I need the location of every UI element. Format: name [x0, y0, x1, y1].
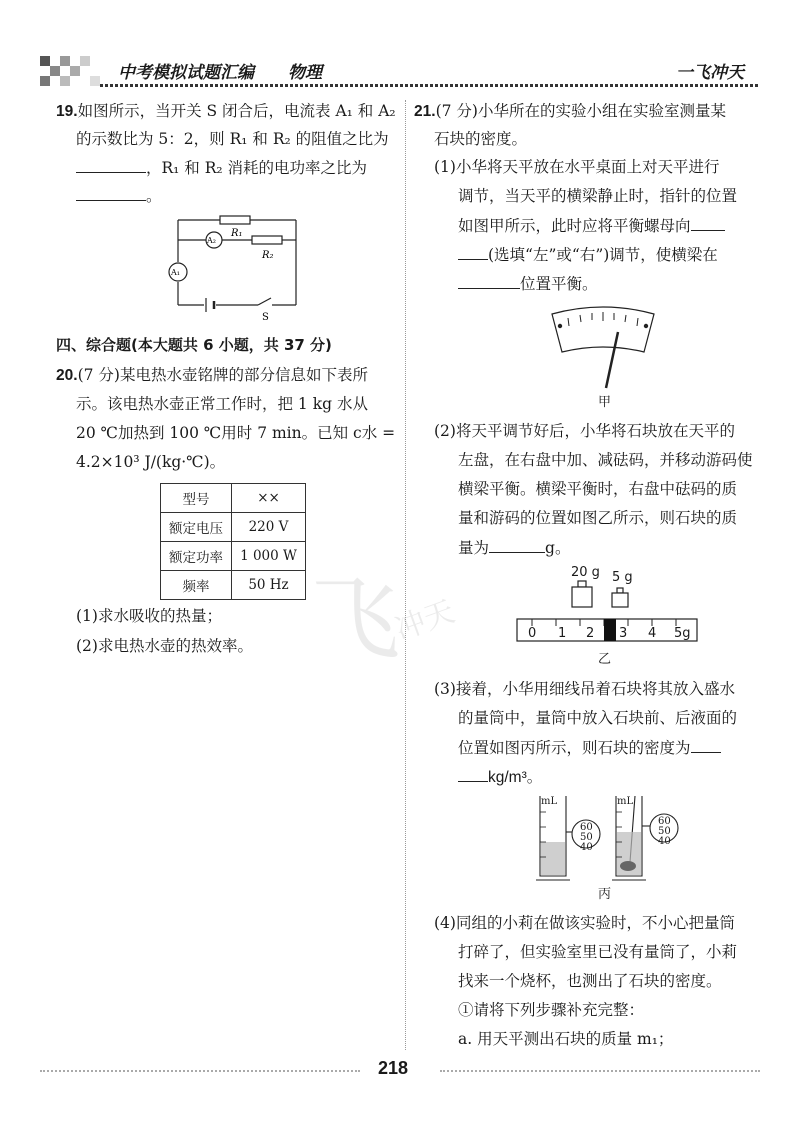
answer-blank[interactable] — [458, 765, 488, 782]
table-row: 频率 50 Hz — [161, 571, 306, 600]
q20-line1: 20.(7 分)某电热水壶铭牌的部分信息如下表所 — [56, 366, 368, 384]
table-row: 型号 ×× — [161, 484, 306, 513]
circuit-diagram — [168, 210, 308, 322]
header-rule — [100, 84, 760, 87]
scale-tick-0: 0 — [528, 626, 537, 641]
cyl1-mark-50: 50 — [580, 832, 593, 843]
q19-line3: ，R₁ 和 R₂ 消耗的电功率之比为 — [76, 156, 367, 179]
answer-blank[interactable] — [458, 272, 520, 289]
weights-figure — [568, 580, 638, 608]
q21-p2c: 横梁平衡。横梁平衡时，右盘中砝码的质 — [458, 480, 738, 498]
header-subject: 物理 — [288, 63, 322, 83]
header-pattern — [40, 56, 102, 86]
cyl2-mark-50: 50 — [658, 826, 671, 837]
scale-tick-3: 3 — [619, 626, 628, 641]
answer-blank[interactable] — [76, 184, 146, 201]
q19-line2: 的示数比为 5：2，则 R₁ 和 R₂ 的阻值之比为 — [76, 130, 389, 148]
q20-line2: 示。该电热水壶正常工作时，把 1 kg 水从 — [76, 395, 368, 413]
q19-line1: 19.如图所示，当开关 S 闭合后，电流表 A₁ 和 A₂ — [56, 102, 396, 120]
answer-blank[interactable] — [458, 243, 488, 260]
scale-tick-4: 4 — [648, 626, 657, 641]
q21-p3b: 的量筒中，量筒中放入石块前、后液面的 — [458, 709, 738, 727]
q21-p1c: 如图甲所示，此时应将平衡螺母向 — [458, 214, 725, 237]
q21-p3a: (3)接着，小华用细线吊着石块将其放入盛水 — [434, 680, 735, 698]
rider-scale-figure — [516, 618, 698, 644]
section-title: 四、综合题(本大题共 6 小题，共 37 分) — [56, 336, 332, 354]
q21-p2a: (2)将天平调节好后，小华将石块放在天平的 — [434, 422, 735, 440]
footer-rule-left — [40, 1070, 360, 1072]
weight-label-5g: 5 g — [612, 570, 633, 585]
q20-sub1: (1)求水吸收的热量； — [76, 607, 222, 625]
header-title: 中考模拟试题汇编 — [118, 63, 254, 83]
q21-p2d: 量和游码的位置如图乙所示，则石块的质 — [458, 509, 738, 527]
answer-blank[interactable] — [691, 214, 725, 231]
q21-p2e: 量为 g。 — [458, 536, 570, 559]
r1-label: R₁ — [231, 228, 243, 239]
q21-p1e: 位置平衡。 — [458, 272, 598, 295]
q21-p1d: (选填“左”或“右”)调节，使横梁在 — [458, 243, 718, 266]
q21-p4d: ①请将下列步骤补充完整： — [458, 1001, 645, 1019]
q21-p1a: (1)小华将天平放在水平桌面上对天平进行 — [434, 158, 720, 176]
switch-label: S — [262, 312, 269, 322]
q21-p4e: a. 用天平测出石块的质量 m₁； — [458, 1030, 674, 1048]
q21-p4a: (4)同组的小莉在做该实验时，不小心把量筒 — [434, 914, 735, 932]
page-number: 218 — [378, 1058, 409, 1078]
scale-tick-2: 2 — [586, 626, 595, 641]
q21-p3c: 位置如图丙所示，则石块的密度为 — [458, 736, 721, 759]
cyl1-mark-40: 40 — [580, 842, 593, 853]
r2-label: R₂ — [262, 250, 274, 261]
table-row: 额定功率 1 000 W — [161, 542, 306, 571]
q21-p4c: 找来一个烧杯，也测出了石块的密度。 — [458, 972, 722, 990]
q20-line3: 20 ℃加热到 100 ℃用时 7 min。已知 c水 = — [76, 424, 396, 442]
cyl1-unit: mL — [541, 796, 558, 807]
a2-label: A₂ — [207, 236, 216, 245]
q21-p1b: 调节，当天平的横梁静止时，指针的位置 — [458, 187, 738, 205]
q20-line4: 4.2×10³ J/(kg·℃)。 — [76, 453, 226, 471]
scale-tick-5: 5g — [674, 626, 691, 641]
answer-blank[interactable] — [489, 536, 545, 553]
q20-sub2: (2)求电热水壶的热效率。 — [76, 637, 253, 655]
answer-blank[interactable] — [76, 156, 146, 173]
header-brand: 一飞冲天 — [676, 63, 744, 83]
figure-caption-yi: 乙 — [598, 652, 612, 667]
answer-blank[interactable] — [691, 736, 721, 753]
q21-line1: 21.(7 分)小华所在的实验小组在实验室测量某 — [414, 102, 726, 120]
q21-p4b: 打碎了，但实验室里已没有量筒了，小莉 — [458, 943, 738, 961]
a1-label: A₁ — [171, 268, 180, 277]
cyl2-unit: mL — [617, 796, 634, 807]
cyl2-mark-40: 40 — [658, 836, 671, 847]
q21-p3d: kg/m³。 — [458, 765, 542, 789]
figure-caption-jia: 甲 — [598, 395, 612, 410]
footer-rule-right — [440, 1070, 760, 1072]
q21-p2b: 左盘，在右盘中加、减砝码，并移动游码使 — [458, 451, 753, 469]
figure-caption-bing: 丙 — [598, 887, 612, 902]
cyl2-mark-60: 60 — [658, 816, 671, 827]
spec-table — [160, 483, 306, 600]
table-row: 额定电压 220 V — [161, 513, 306, 542]
q21-line2: 石块的密度。 — [434, 130, 528, 148]
scale-tick-1: 1 — [558, 626, 567, 641]
svg-text:冲天: 冲天 — [390, 594, 460, 648]
cyl1-mark-60: 60 — [580, 822, 593, 833]
svg-text:飞: 飞 — [310, 567, 400, 672]
weight-label-20g: 20 g — [571, 565, 600, 580]
q19-line4: 。 — [76, 184, 162, 207]
balance-dial-figure — [548, 306, 658, 390]
